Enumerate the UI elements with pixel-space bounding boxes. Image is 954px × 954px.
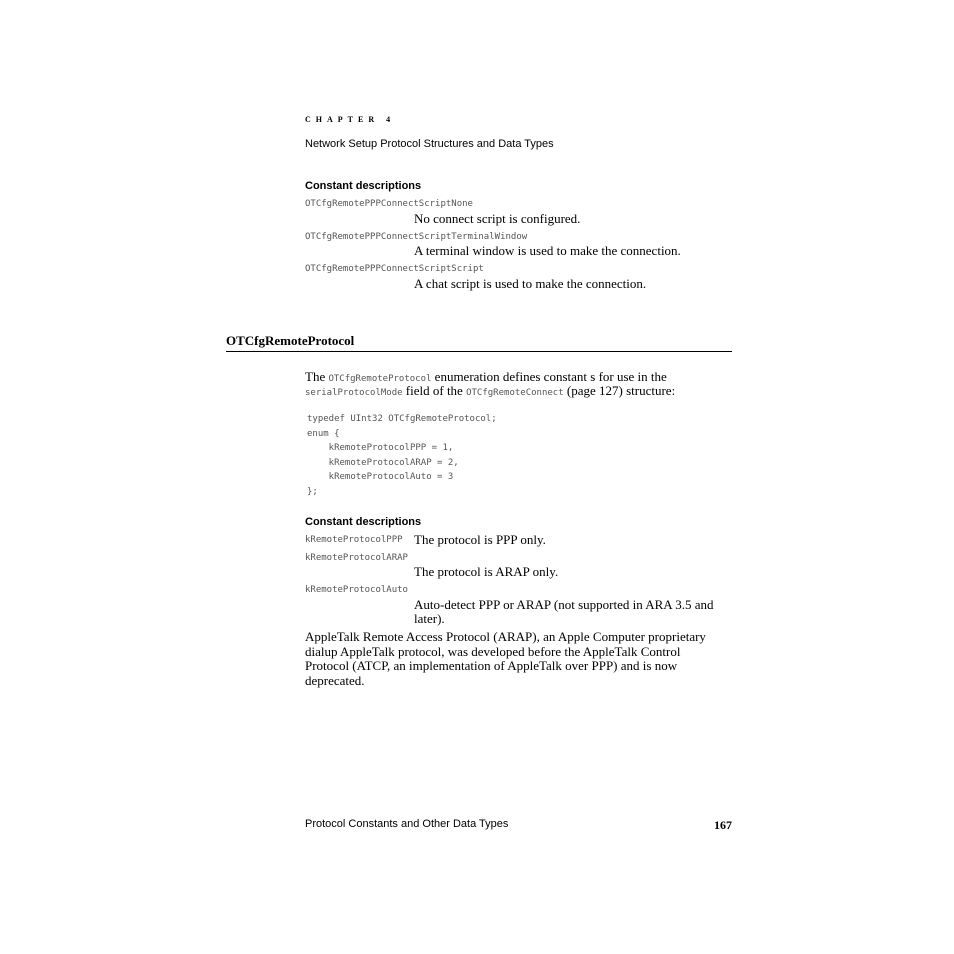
- constant-name: OTCfgRemotePPPConnectScriptTerminalWindow: [305, 232, 528, 242]
- constant-description: The protocol is ARAP only.: [414, 564, 559, 579]
- constant-name: kRemoteProtocolARAP: [305, 553, 408, 563]
- code-line: kRemoteProtocolPPP = 1,: [307, 443, 454, 453]
- footer-title: Protocol Constants and Other Data Types: [305, 818, 509, 830]
- code-line: };: [307, 487, 318, 497]
- paragraph-line: Protocol (ATCP, an implementation of AppleTalk over PPP) and is now: [305, 658, 678, 673]
- code-line: kRemoteProtocolARAP = 2,: [307, 458, 459, 468]
- constant-name: kRemoteProtocolAuto: [305, 585, 408, 595]
- constant-description: later).: [414, 611, 445, 626]
- section-rule: [226, 351, 732, 352]
- chapter-label: CHAPTER 4: [305, 115, 396, 124]
- constant-description: The protocol is PPP only.: [414, 532, 546, 547]
- constant-descriptions-heading: Constant descriptions: [305, 516, 422, 528]
- intro-line-2: serialProtocolMode field of the OTCfgRemoteConnect (page 127) structure:: [305, 383, 676, 398]
- intro-line-1: The OTCfgRemoteProtocol enumeration defines constant s for use in the: [305, 369, 667, 384]
- code-line: enum {: [307, 429, 340, 439]
- running-head: Network Setup Protocol Structures and Data Types: [305, 138, 554, 150]
- code-line: kRemoteProtocolAuto = 3: [307, 472, 454, 482]
- constant-description: A terminal window is used to make the connection.: [414, 243, 681, 258]
- constant-descriptions-heading: Constant descriptions: [305, 180, 422, 192]
- constant-name: OTCfgRemotePPPConnectScriptNone: [305, 199, 473, 209]
- page-number: 167: [714, 818, 732, 832]
- constant-description: A chat script is used to make the connection.: [414, 276, 647, 291]
- constant-description: No connect script is configured.: [414, 211, 581, 226]
- paragraph-line: deprecated.: [305, 673, 365, 688]
- constant-description: Auto-detect PPP or ARAP (not supported in ARA 3.5 and: [414, 597, 714, 612]
- code-line: typedef UInt32 OTCfgRemoteProtocol;: [307, 414, 497, 424]
- constant-name: OTCfgRemotePPPConnectScriptScript: [305, 264, 484, 274]
- paragraph-line: AppleTalk Remote Access Protocol (ARAP), an Apple Computer proprietary: [305, 629, 706, 644]
- section-title: OTCfgRemoteProtocol: [226, 333, 355, 348]
- constant-name: kRemoteProtocolPPP: [305, 535, 403, 545]
- paragraph-line: dialup AppleTalk protocol, was developed before the AppleTalk Control: [305, 644, 681, 659]
